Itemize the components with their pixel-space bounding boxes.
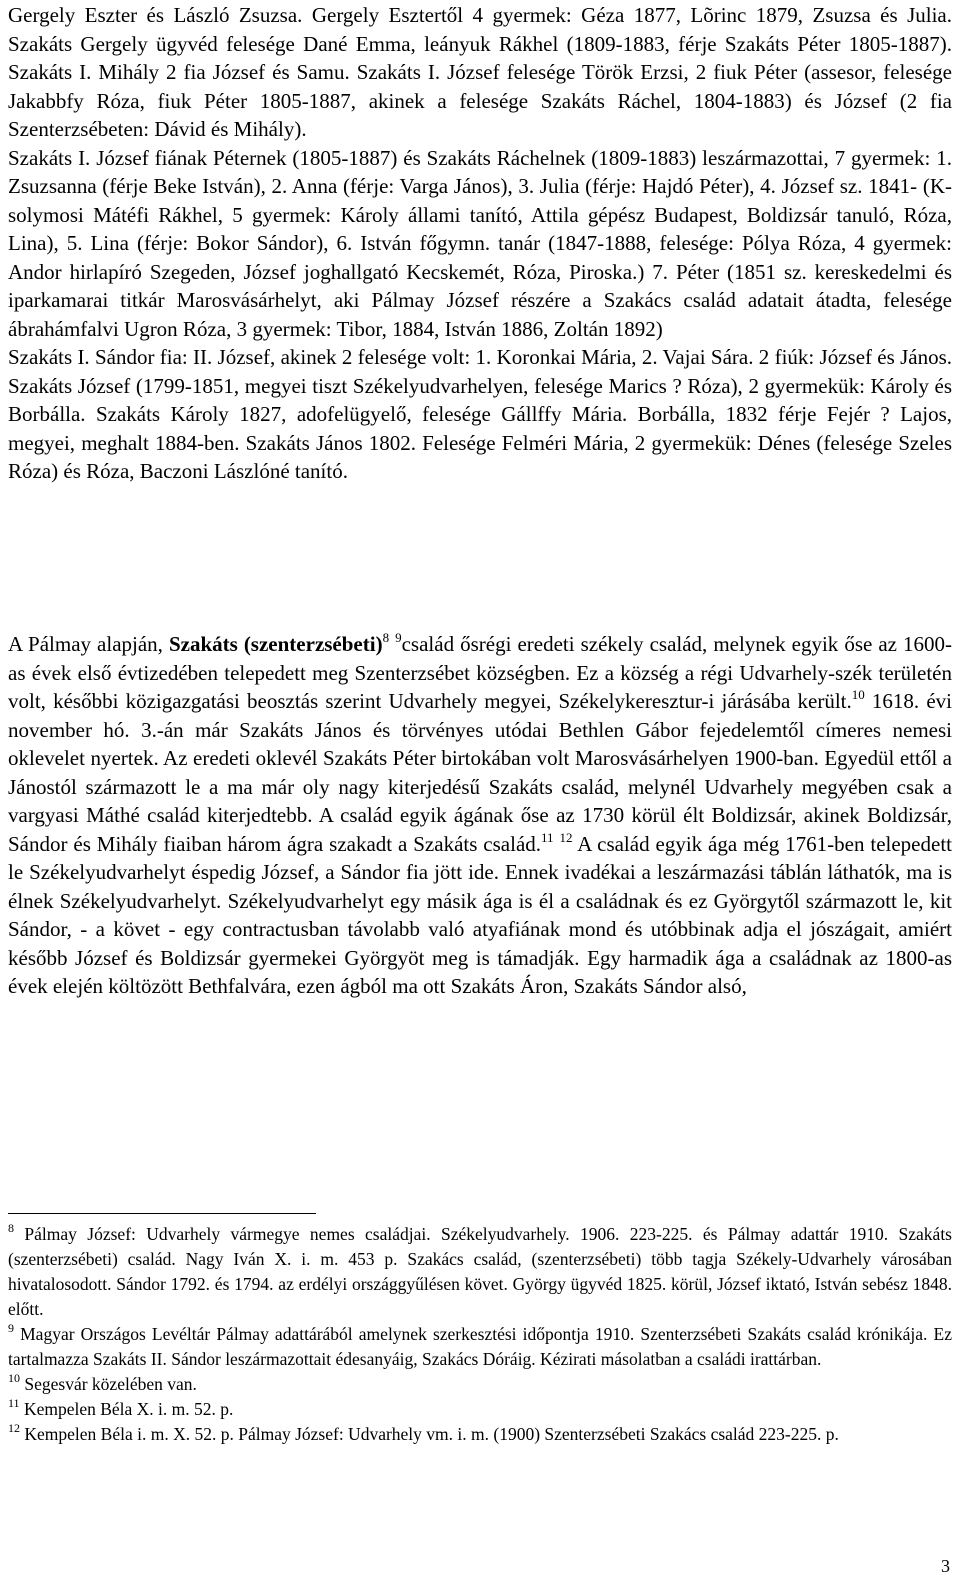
genealogy-section	[8, 1, 952, 486]
footnote-9	[8, 1322, 952, 1372]
footnote-number: 9	[8, 1321, 14, 1335]
paragraph-gergely-family: Gergely Eszter és László Zsuzsa. Gergely Esztertől 4 gyermek: Géza 1877, Lõrinc 1879, Zsuzsa és Julia. Szakáts Gergely ügyvéd felesége Dané Emma, leányuk Rákhel (1809-1883, férje Szakáts Péter 1805-1887). Szakáts I. Mihály 2 fia József és Samu. Szakáts I. József felesége Török Erzsi, 2 fiuk Péter (assesor, felesége Jakabbfy Róza, fiuk Péter 1805-1887, akinek a felesége Szakáts Ráchel, 1804-1883) és József (2 fia Szenterzsébeten: Dávid és Mihály).	[8, 3, 952, 141]
footnote-ref[interactable]: 8	[382, 630, 390, 645]
footnote-ref[interactable]: 9	[395, 630, 402, 645]
paragraph-palmay-summary	[8, 630, 952, 1001]
footnote-12	[8, 1422, 952, 1447]
footnote-10	[8, 1372, 952, 1397]
footnote-number: 11	[8, 1396, 20, 1410]
family-name-bold: Szakáts (szenterzsébeti)	[168, 632, 383, 656]
paragraph-peter-descendants: Szakáts I. József fiának Péternek (1805-1887) és Szakáts Ráchelnek (1809-1883) leszármazottai, 7 gyermek: 1. Zsuzsanna (férje Beke István), 2. Anna (férje: Varga János), 3. Julia (férje: Hajdó Péter), 4. József sz. 1841- (K-solymosi Mátéfi Rákhel, 5 gyermek: Károly állami tanító, Attila gépész Budapest, Boldizsár tanuló, Róza, Lina), 5. Lina (férje: Bokor Sándor), 6. István főgymn. tanár (1847-1888, felesége: Pólya Róza, 4 gyermek: Andor hirlapíró Szegeden, József joghallgató Kecskemét, Róza, Piroska.) 7. Péter (1851 sz. kereskedelmi és iparkamarai titkár Marosvásárhelyt, aki Pálmay József részére a Szakács család adatait átadta, felesége ábrahámfalvi Ugron Róza, 3 gyermek: Tibor, 1884, István 1886, Zoltán 1892)	[8, 145, 952, 341]
text-run: család ősrégi eredeti székely család, melynek egyik őse az 1600-as évek első évtizedében telepedett meg Szenterzsébet községben. Ez a község a régi Udvarhely-szék területén volt, későbbi közigazgatási beosztás szerint Udvarhely megyei, Székelykeresztur-i járásába került.	[8, 632, 952, 713]
footnote-text: Segesvár közelében van.	[20, 1374, 197, 1394]
footnote-text: Pálmay József: Udvarhely vármegye nemes családjai. Székelyudvarhely. 1906. 223-225. és Pálmay adattár 1910. Szakáts (szenterzsébeti) család. Nagy Iván X. i. m. 453 p. Szakács család, (szenterzsébeti) több tagja Székely-Udvarhely városában hivatalosodott. Sándor 1792. és 1794. az erdélyi országgyűlésen követ. György ügyvéd 1825. körül, József iktató, István sebész 1848. előtt.	[8, 1224, 952, 1319]
family-history-section	[8, 630, 952, 1001]
footnote-number: 10	[8, 1371, 20, 1385]
text-run: A Pálmay alapján,	[8, 632, 169, 656]
footnote-number: 8	[8, 1221, 14, 1235]
footnote-ref[interactable]: 11	[541, 829, 554, 845]
paragraph-sandor-line: Szakáts I. Sándor fia: II. József, akinek 2 felesége volt: 1. Koronkai Mária, 2. Vajai Sára. 2 fiúk: József és János. Szakáts József (1799-1851, megyei tiszt Székelyudvarhelyen, felesége Marics ? Róza), 2 gyermekük: Károly és Borbálla. Szakáts Károly 1827, adofelügyelő, felesége Gállffy Mária. Borbálla, 1832 férje Fejér ? Lajos, megyei, meghalt 1884-ben. Szakáts János 1802. Felesége Felméri Mária, 2 gyermekük: Dénes (felesége Szeles Róza) és Róza, Baczoni Lászlóné tanító.	[8, 345, 952, 483]
footnote-11	[8, 1397, 952, 1422]
footnote-ref[interactable]: 10	[851, 687, 865, 702]
text-run: 1618. évi november hó. 3.-án már Szakáts János és törvényes utódai Bethlen Gábor fejedelemtől címeres nemesi oklevelet nyertek. Az eredeti oklevél Szakáts Péter birtokában volt Marosvásárhelyen 1900-ban. Egyedül ettől a Jánostól származott le a ma már oly nagy kiterjedésű Szakáts család, melynél Udvarhely megyében csak a vargyasi Máthé család kiterjedtebb. A család egyik ágának őse az 1730 körül élt Boldizsár, akinek Boldizsár, Sándor és Mihály fiaiban három ágra szakadt a Szakáts család.	[8, 689, 952, 856]
page-number: 3	[941, 1556, 950, 1576]
footnote-text: Kempelen Béla X. i. m. 52. p.	[19, 1399, 234, 1419]
footnote-ref[interactable]: 12	[559, 829, 573, 845]
footnote-separator	[8, 1213, 316, 1214]
footnote-8	[8, 1222, 952, 1322]
footnote-text: Magyar Országos Levéltár Pálmay adattárából amelynek szerkesztési időpontja 1910. Szenterzsébeti Szakáts család krónikája. Ez tartalmazza Szakáts II. Sándor leszármazottait édesanyáig, Szakács Dóráig. Kézirati másolatban a családi irattárban.	[8, 1324, 952, 1369]
footnote-number: 12	[8, 1421, 20, 1435]
footnotes	[8, 1222, 952, 1447]
text-run: A család egyik ága még 1761-ben telepedett le Székelyudvarhelyt éspedig József, a Sándor fia jött ide. Ennek ivadékai a leszármazási táblán láthatók, ma is élnek Székelyudvarhelyt. Székelyudvarhelyt egy másik ága is él a családnak és ez Györgytől származott le, kit Sándor, - a követ - egy contractusban távolabb való atyafiának mond és utóbbinak adja el jószágait, amiért később József és Boldizsár gyermekei Györgyöt meg is támadják. Egy harmadik ága a családnak az 1800-as évek elején költözött Bethfalvára, ezen ágból ma ott Szakáts Áron, Szakáts Sándor alsó,	[8, 831, 952, 998]
footnote-text: Kempelen Béla i. m. X. 52. p. Pálmay József: Udvarhely vm. i. m. (1900) Szenterzsébeti Szakács család 223-225. p.	[20, 1424, 839, 1444]
